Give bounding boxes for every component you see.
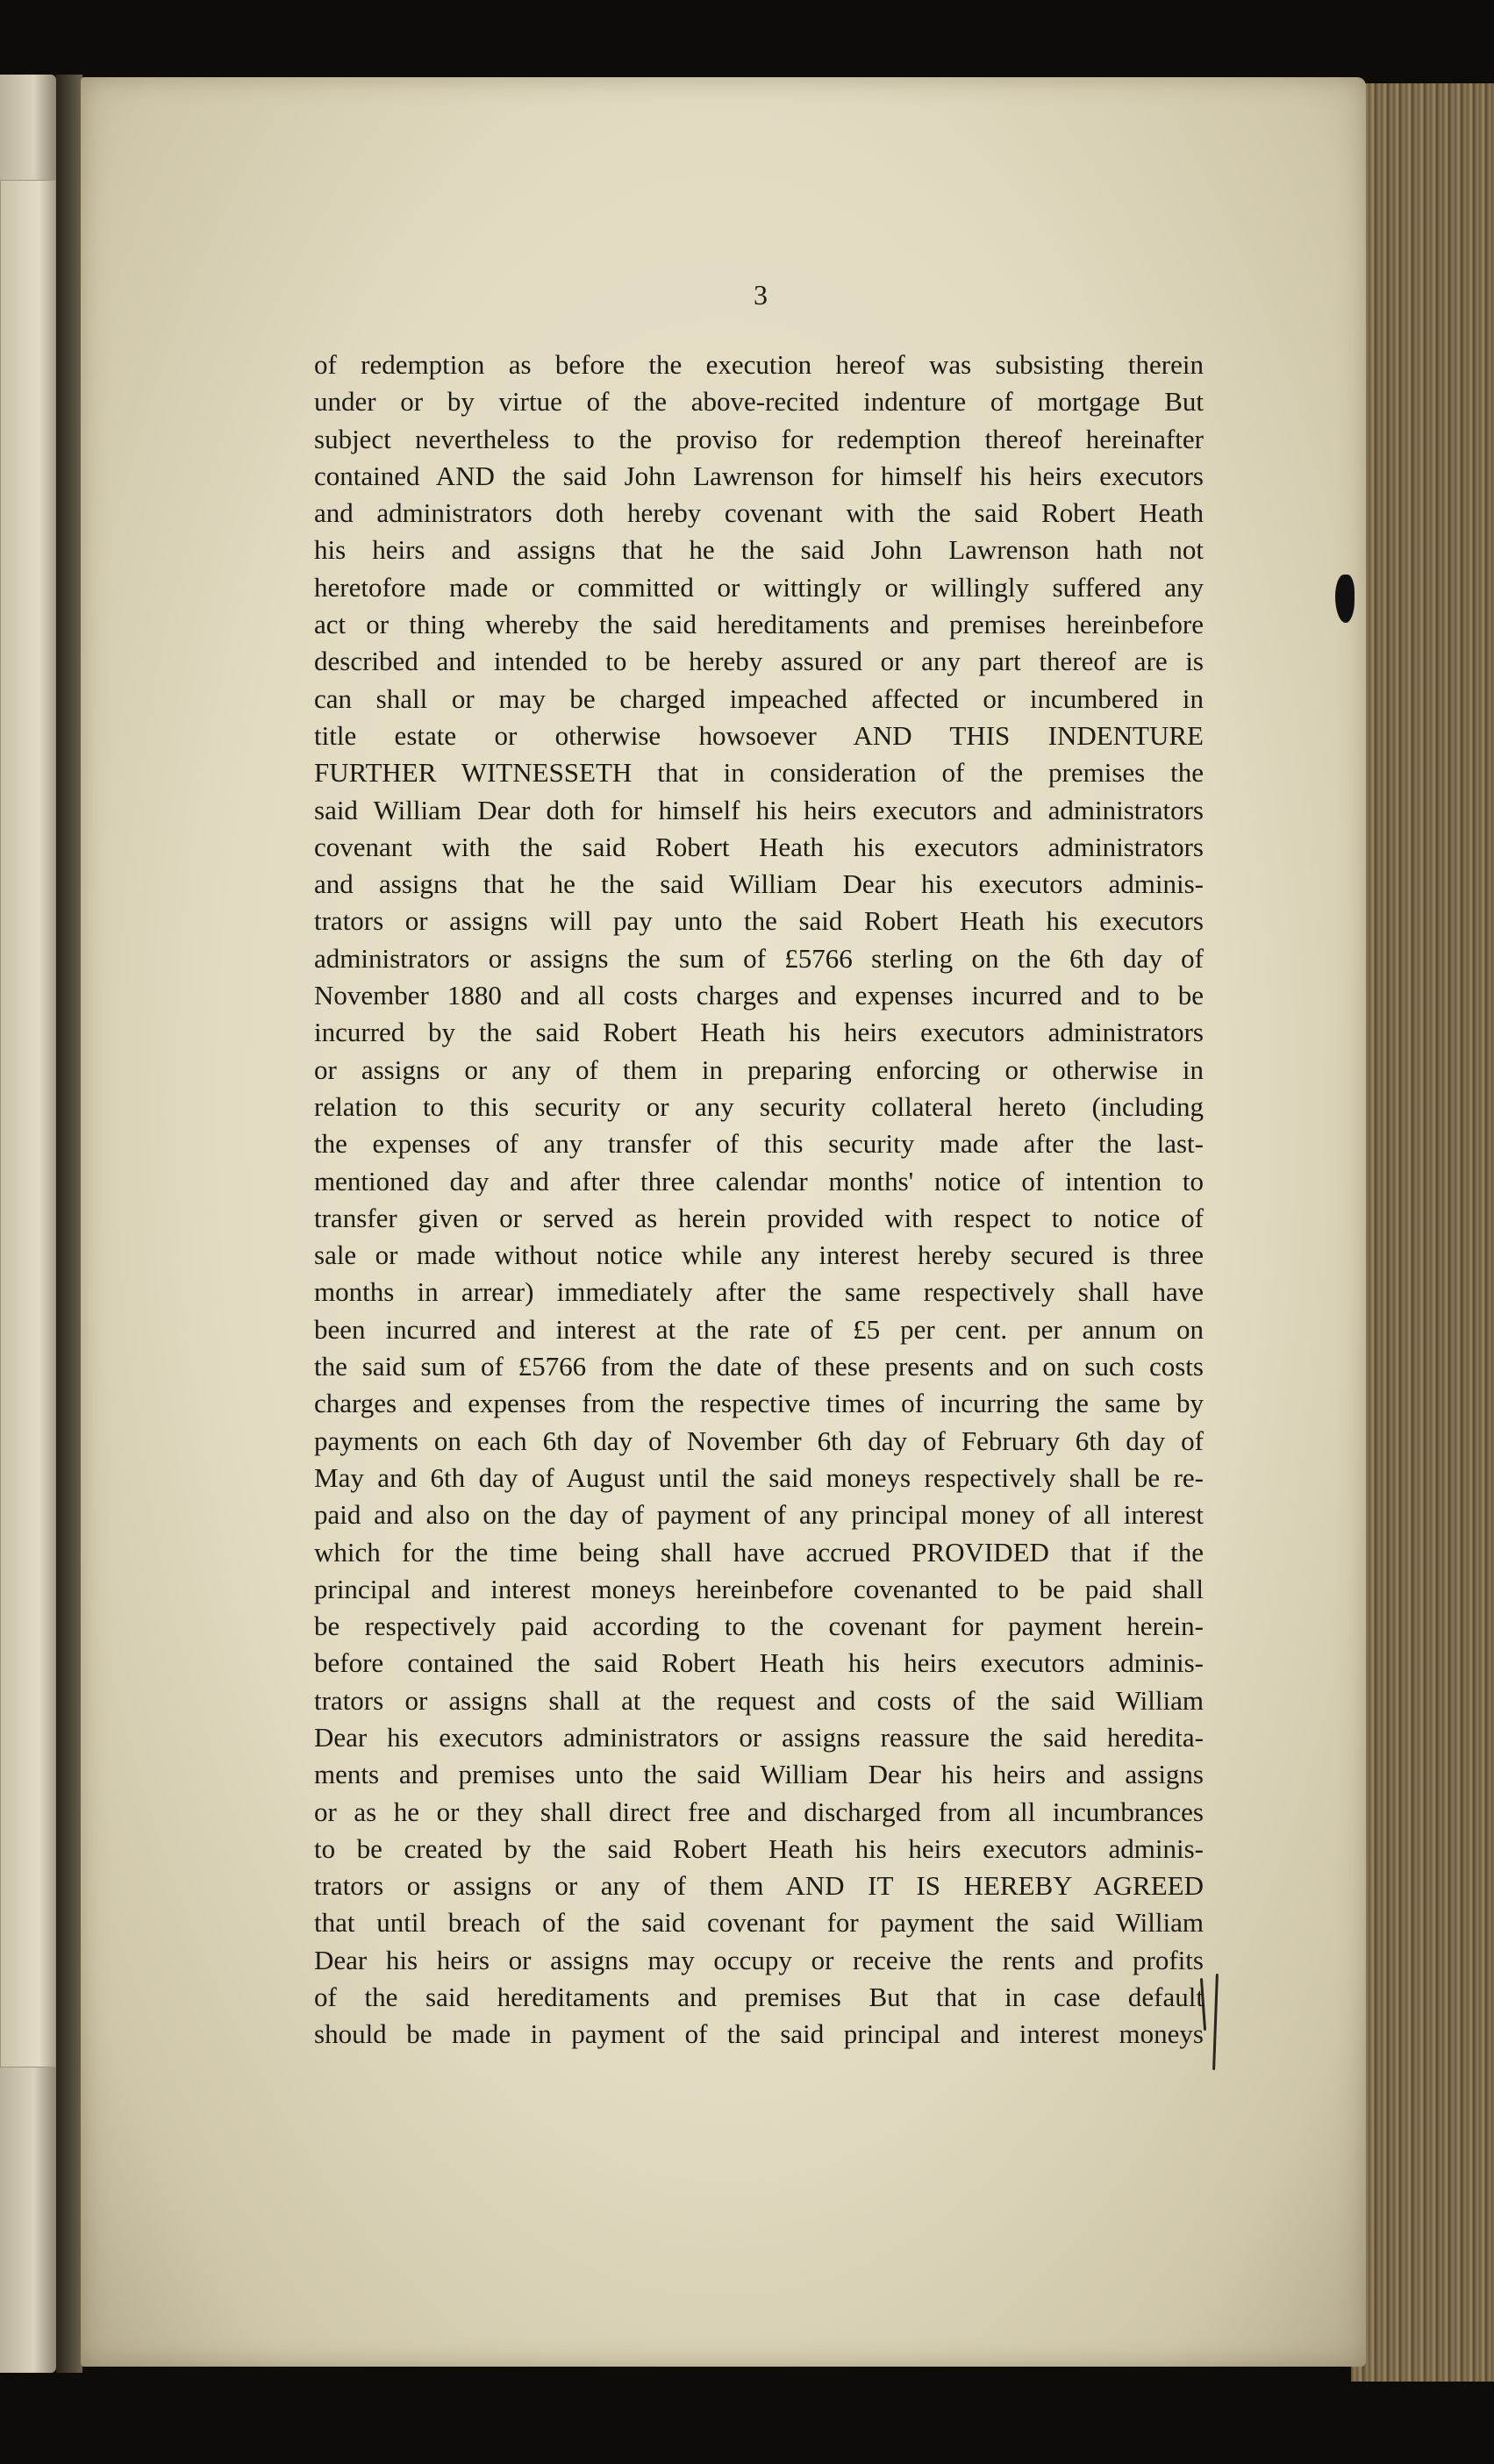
book-gutter [56, 75, 82, 2373]
text-line: paid and also on the day of payment of any principal money of all interest [314, 1499, 1204, 1531]
text-line: trators or assigns will pay unto the said Robert Heath his executors [314, 905, 1204, 937]
text-line: months in arrear) immediately after the same respectively shall have [314, 1276, 1204, 1308]
text-line: of the said hereditaments and premises But that in case default [314, 1982, 1204, 2013]
text-line: administrators or assigns the sum of £5766 sterling on the 6th day of [314, 942, 1204, 974]
text-line: the expenses of any transfer of this security made after the last- [314, 1128, 1204, 1160]
text-line: transfer given or served as herein provided with respect to notice of [314, 1202, 1204, 1233]
text-line: said William Dear doth for himself his heirs executors and administrators [314, 794, 1204, 825]
text-line: to be created by the said Robert Heath his heirs executors adminis- [314, 1832, 1204, 1864]
text-line: be respectively paid according to the covenant for payment herein- [314, 1611, 1204, 1642]
text-line: ments and premises unto the said William Dear his heirs and assigns [314, 1759, 1204, 1790]
text-line: May and 6th day of August until the said moneys respectively shall be re- [314, 1461, 1204, 1493]
text-line: trators or assigns shall at the request and costs of the said William [314, 1684, 1204, 1716]
text-line: been incurred and interest at the rate of £5 per cent. per annum on [314, 1313, 1204, 1345]
text-line: heretofore made or committed or wittingly or willingly suffered any [314, 571, 1204, 603]
text-line: FURTHER WITNESSETH that in consideration of the premises the [314, 757, 1204, 789]
text-line: relation to this security or any security collateral hereto (including [314, 1090, 1204, 1122]
text-line: or as he or they shall direct free and discharged from all incumbrances [314, 1796, 1204, 1827]
text-line: which for the time being shall have accrued PROVIDED that if the [314, 1536, 1204, 1568]
text-line: incurred by the said Robert Heath his heirs executors administrators [314, 1017, 1204, 1048]
text-line: mentioned day and after three calendar months' notice of intention to [314, 1165, 1204, 1196]
text-line: that until breach of the said covenant for payment the said William [314, 1907, 1204, 1939]
page-number: 3 [754, 279, 768, 311]
text-line: Dear his heirs or assigns may occupy or receive the rents and profits [314, 1944, 1204, 1975]
body-text [314, 346, 1204, 2053]
text-line: the said sum of £5766 from the date of these presents and on such costs [314, 1351, 1204, 1382]
text-line: and administrators doth hereby covenant with the said Robert Heath [314, 497, 1204, 529]
text-line: and assigns that he the said William Dear his executors adminis- [314, 868, 1204, 900]
page-stack-edges [1351, 83, 1494, 2382]
text-line: charges and expenses from the respective times of incurring the same by [314, 1388, 1204, 1419]
text-line: trators or assigns or any of them AND IT IS HEREBY AGREED [314, 1870, 1204, 1902]
facing-page-strip [0, 180, 56, 2068]
text-line: under or by virtue of the above-recited indenture of mortgage But [314, 386, 1204, 418]
text-line: November 1880 and all costs charges and expenses incurred and to be [314, 980, 1204, 1011]
text-line: title estate or otherwise howsoever AND THIS INDENTURE [314, 719, 1204, 751]
text-line: contained AND the said John Lawrenson for himself his heirs executors [314, 460, 1204, 491]
text-line: act or thing whereby the said hereditaments and premises hereinbefore [314, 609, 1204, 640]
ink-blot [1335, 575, 1355, 623]
text-line: covenant with the said Robert Heath his executors administrators [314, 831, 1204, 862]
text-line: or assigns or any of them in preparing enforcing or otherwise in [314, 1053, 1204, 1085]
text-line: of redemption as before the execution hereof was subsisting therein [314, 349, 1204, 380]
text-line: Dear his executors administrators or assigns reassure the said heredita- [314, 1721, 1204, 1753]
text-line: subject nevertheless to the proviso for redemption thereof hereinafter [314, 423, 1204, 454]
text-line: sale or made without notice while any interest hereby secured is three [314, 1239, 1204, 1271]
text-line: should be made in payment of the said principal and interest moneys [314, 2018, 1204, 2050]
text-line: payments on each 6th day of November 6th day of February 6th day of [314, 1425, 1204, 1456]
text-line: can shall or may be charged impeached affected or incumbered in [314, 682, 1204, 714]
text-line: before contained the said Robert Heath his heirs executors adminis- [314, 1647, 1204, 1679]
text-line: principal and interest moneys hereinbefore covenanted to be paid shall [314, 1573, 1204, 1604]
text-line: described and intended to be hereby assured or any part thereof are is [314, 646, 1204, 677]
text-line: his heirs and assigns that he the said John Lawrenson hath not [314, 534, 1204, 566]
